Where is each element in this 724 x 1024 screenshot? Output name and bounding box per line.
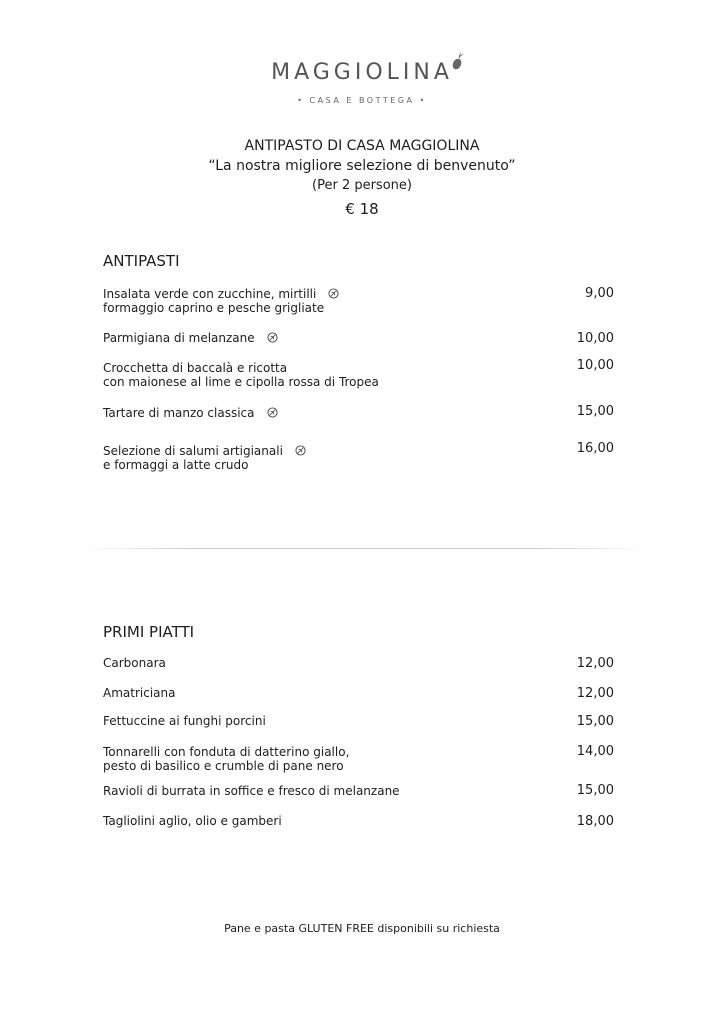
menu-item — [103, 287, 339, 315]
menu-item — [103, 686, 175, 700]
header-subtitle: “La nostra migliore selezione di benvenuto” — [208, 158, 516, 174]
menu-item-price: 10,00 — [576, 358, 614, 373]
menu-item — [103, 656, 166, 670]
logo-name: MAGGIOLINA — [271, 60, 453, 85]
footer-note: Pane e pasta GLUTEN FREE disponibili su richiesta — [224, 922, 500, 935]
menu-item-name: Carbonara — [103, 656, 166, 670]
menu-item-name: Parmigiana di melanzane — [103, 331, 255, 345]
menu-item-price: 12,00 — [576, 656, 614, 671]
menu-item-name: Tartare di manzo classica — [103, 406, 255, 420]
menu-item-price: 15,00 — [576, 714, 614, 729]
menu-item — [103, 361, 379, 389]
menu-item — [103, 745, 349, 773]
menu-item-price: 14,00 — [576, 744, 614, 759]
menu-item — [103, 784, 400, 798]
gluten-free-icon — [267, 332, 278, 343]
logo-tagline: • CASA E BOTTEGA • — [297, 96, 427, 105]
menu-item-price: 18,00 — [576, 814, 614, 829]
menu-item-name: Amatriciana — [103, 686, 176, 700]
header-price: € 18 — [345, 200, 379, 218]
menu-item-description: pesto di basilico e crumble di pane nero — [103, 759, 344, 773]
menu-item — [103, 331, 278, 345]
menu-item — [103, 814, 282, 828]
gluten-free-icon — [267, 407, 278, 418]
menu-item-name: Insalata verde con zucchine, mirtilli — [103, 287, 317, 301]
menu-item — [103, 406, 278, 420]
header-title: ANTIPASTO DI CASA MAGGIOLINA — [244, 138, 480, 154]
menu-item-name: Tagliolini aglio, olio e gamberi — [103, 814, 282, 828]
menu-item-description: con maionese al lime e cipolla rossa di Tropea — [103, 375, 379, 389]
menu-item-price: 9,00 — [585, 286, 614, 301]
gluten-free-icon — [328, 288, 339, 299]
menu-item-name: Tonnarelli con fonduta di datterino giallo, — [103, 745, 350, 759]
menu-item-price: 12,00 — [576, 686, 614, 701]
menu-item-name: Crocchetta di baccalà e ricotta — [103, 361, 288, 375]
section-title-antipasti: ANTIPASTI — [103, 252, 180, 270]
gluten-free-icon — [295, 445, 306, 456]
beetle-logo-icon — [452, 52, 464, 70]
menu-item — [103, 714, 266, 728]
menu-item-price: 16,00 — [576, 441, 614, 456]
header-note: (Per 2 persone) — [312, 178, 412, 193]
menu-item — [103, 444, 306, 472]
divider — [80, 548, 650, 549]
menu-item-name: Fettuccine ai funghi porcini — [103, 714, 266, 728]
menu-item-price: 15,00 — [576, 783, 614, 798]
section-title-primi: PRIMI PIATTI — [103, 623, 195, 641]
menu-item-description: formaggio caprino e pesche grigliate — [103, 301, 325, 315]
menu-item-name: Ravioli di burrata in soffice e fresco di melanzane — [103, 784, 400, 798]
menu-item-price: 15,00 — [576, 404, 614, 419]
menu-item-description: e formaggi a latte crudo — [103, 458, 249, 472]
menu-item-price: 10,00 — [576, 331, 614, 346]
menu-item-name: Selezione di salumi artigianali — [103, 444, 283, 458]
